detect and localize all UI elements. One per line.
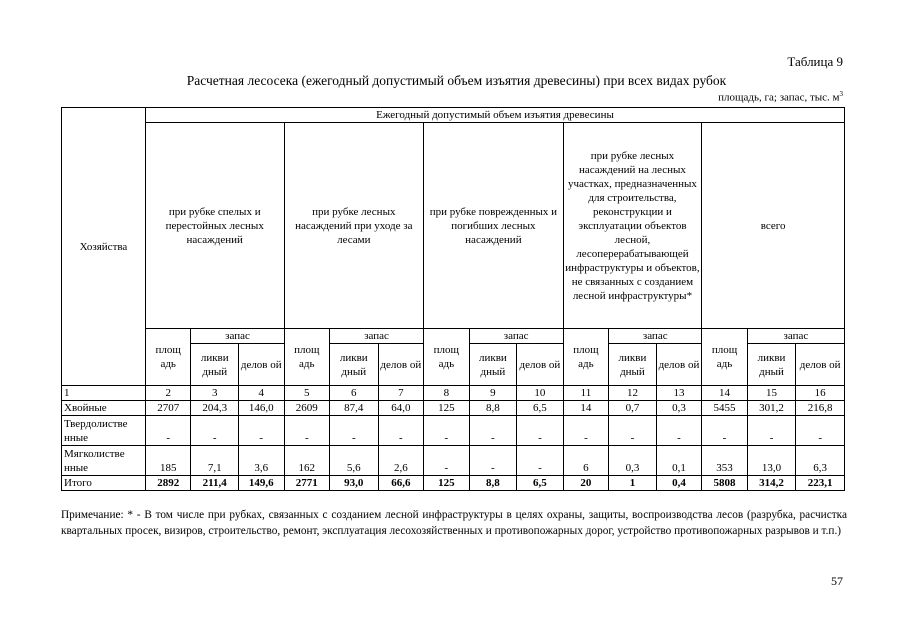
table-cell: - bbox=[747, 416, 796, 446]
column-number: 10 bbox=[517, 386, 564, 401]
table-cell: - bbox=[424, 416, 470, 446]
table-cell: 216,8 bbox=[796, 401, 845, 416]
header-liquid: ликви дный bbox=[747, 344, 796, 386]
table-cell: 20 bbox=[563, 476, 609, 491]
table-row-coniferous bbox=[62, 401, 845, 416]
column-number: 15 bbox=[747, 386, 796, 401]
table-cell: - bbox=[517, 446, 564, 476]
units-superscript: 3 bbox=[839, 90, 843, 98]
table-cell: 301,2 bbox=[747, 401, 796, 416]
table-cell: 125 bbox=[424, 476, 470, 491]
table-cell: 3,6 bbox=[239, 446, 285, 476]
table-cell: - bbox=[284, 416, 330, 446]
header-group-total: всего bbox=[702, 123, 845, 329]
table-cell: 6,5 bbox=[517, 401, 564, 416]
table-cell: - bbox=[330, 416, 379, 446]
header-business: делов ой bbox=[239, 344, 285, 386]
header-annual-volume: Ежегодный допустимый объем изъятия древесины bbox=[145, 108, 844, 123]
header-stock: запас bbox=[747, 329, 844, 344]
header-liquid: ликви дный bbox=[330, 344, 379, 386]
column-number: 6 bbox=[330, 386, 379, 401]
header-liquid: ликви дный bbox=[191, 344, 239, 386]
table-cell: 66,6 bbox=[378, 476, 424, 491]
header-area: площ адь bbox=[702, 329, 748, 386]
column-number: 3 bbox=[191, 386, 239, 401]
header-business: делов ой bbox=[517, 344, 564, 386]
column-number: 11 bbox=[563, 386, 609, 401]
table-cell: 64,0 bbox=[378, 401, 424, 416]
header-group-care: при рубке лесных насаждений при уходе за лесами bbox=[284, 123, 424, 329]
table-cell: 0,7 bbox=[609, 401, 657, 416]
table-row-hardwood bbox=[62, 416, 845, 446]
table-cell: 5455 bbox=[702, 401, 748, 416]
table-cell: - bbox=[378, 416, 424, 446]
table-cell: 204,3 bbox=[191, 401, 239, 416]
table-cell: 314,2 bbox=[747, 476, 796, 491]
table-cell: - bbox=[239, 416, 285, 446]
units-text: площадь, га; запас, тыс. м bbox=[718, 91, 840, 104]
table-row-softwood bbox=[62, 446, 845, 476]
header-stock: запас bbox=[191, 329, 284, 344]
header-stock: запас bbox=[469, 329, 563, 344]
table-cell: 1 bbox=[609, 476, 657, 491]
footnote: Примечание: * - В том числе при рубках, связанных с созданием лесной инфраструктуры в целях охраны, защиты, воспроизводства лесов (разрубка, расчистка квартальных просек, визиров, строительство, ремонт, эксплуатация лесохозяйственных и противопожарных дорог, устройство противопожарных разрывов и т.п.) bbox=[61, 509, 847, 537]
units-note bbox=[718, 90, 843, 104]
row-name: Итого bbox=[62, 476, 146, 491]
table-cell: 162 bbox=[284, 446, 330, 476]
table-title: Расчетная лесосека (ежегодный допустимый объем изъятия древесины) при всех видах рубок bbox=[186, 73, 727, 88]
table-cell: 0,3 bbox=[656, 401, 702, 416]
column-number: 8 bbox=[424, 386, 470, 401]
header-group-damaged: при рубке поврежденных и погибших лесных насаждений bbox=[424, 123, 564, 329]
table-cell: - bbox=[563, 416, 609, 446]
table-cell: 146,0 bbox=[239, 401, 285, 416]
table-cell: 353 bbox=[702, 446, 748, 476]
table-cell: 2892 bbox=[145, 476, 191, 491]
table-cell: 2,6 bbox=[378, 446, 424, 476]
table-row-total bbox=[62, 476, 845, 491]
column-number: 1 bbox=[62, 386, 146, 401]
header-liquid: ликви дный bbox=[469, 344, 517, 386]
column-number: 12 bbox=[609, 386, 657, 401]
table-cell: 7,1 bbox=[191, 446, 239, 476]
row-name: Хвойные bbox=[62, 401, 146, 416]
header-business: делов ой bbox=[656, 344, 702, 386]
table-cell: 0,1 bbox=[656, 446, 702, 476]
table-cell: 13,0 bbox=[747, 446, 796, 476]
table-cell: 8,8 bbox=[469, 401, 517, 416]
header-area: площ адь bbox=[424, 329, 470, 386]
table-cell: - bbox=[191, 416, 239, 446]
column-numbers-row bbox=[62, 386, 845, 401]
table-cell: 6 bbox=[563, 446, 609, 476]
table-cell: - bbox=[796, 416, 845, 446]
header-stock: запас bbox=[609, 329, 702, 344]
table-cell: 2771 bbox=[284, 476, 330, 491]
table-cell: - bbox=[517, 416, 564, 446]
table-cell: - bbox=[609, 416, 657, 446]
table-cell: 0,4 bbox=[656, 476, 702, 491]
table-cell: - bbox=[424, 446, 470, 476]
table-cell: 2609 bbox=[284, 401, 330, 416]
table-cell: 185 bbox=[145, 446, 191, 476]
table-cell: 14 bbox=[563, 401, 609, 416]
column-number: 7 bbox=[378, 386, 424, 401]
header-area: площ адь bbox=[145, 329, 191, 386]
table-cell: 87,4 bbox=[330, 401, 379, 416]
header-farms: Хозяйства bbox=[62, 108, 146, 386]
column-number: 16 bbox=[796, 386, 845, 401]
header-business: делов ой bbox=[378, 344, 424, 386]
table-cell: 223,1 bbox=[796, 476, 845, 491]
header-area: площ адь bbox=[284, 329, 330, 386]
table-cell: 149,6 bbox=[239, 476, 285, 491]
table-cell: 0,3 bbox=[609, 446, 657, 476]
table-cell: 6,5 bbox=[517, 476, 564, 491]
column-number: 14 bbox=[702, 386, 748, 401]
column-number: 4 bbox=[239, 386, 285, 401]
header-area: площ адь bbox=[563, 329, 609, 386]
table-cell: 5,6 bbox=[330, 446, 379, 476]
row-name: Мягколистве нные bbox=[62, 446, 146, 476]
column-number: 2 bbox=[145, 386, 191, 401]
table-cell: 8,8 bbox=[469, 476, 517, 491]
column-number: 5 bbox=[284, 386, 330, 401]
column-number: 13 bbox=[656, 386, 702, 401]
table-cell: 211,4 bbox=[191, 476, 239, 491]
table-cell: 125 bbox=[424, 401, 470, 416]
table-cell: - bbox=[656, 416, 702, 446]
header-group-mature: при рубке спелых и перестойных лесных насаждений bbox=[145, 123, 284, 329]
table-label: Таблица 9 bbox=[787, 54, 843, 69]
header-liquid: ликви дный bbox=[609, 344, 657, 386]
table-cell: 6,3 bbox=[796, 446, 845, 476]
table-cell: 5808 bbox=[702, 476, 748, 491]
table-cell: - bbox=[469, 446, 517, 476]
column-number: 9 bbox=[469, 386, 517, 401]
allowable-cut-table bbox=[61, 107, 845, 491]
row-name: Твердолистве нные bbox=[62, 416, 146, 446]
header-stock: запас bbox=[330, 329, 424, 344]
header-group-construction: при рубке лесных насаждений на лесных участках, предназначенных для строительства, реконструкции и эксплуатации объектов лесной, лесоперерабатывающей инфраструктуры и объектов, не связанных с созданием лесной инфраструктуры* bbox=[563, 123, 702, 329]
table-cell: - bbox=[702, 416, 748, 446]
header-business: делов ой bbox=[796, 344, 845, 386]
table-cell: 2707 bbox=[145, 401, 191, 416]
table-cell: - bbox=[469, 416, 517, 446]
page-number: 57 bbox=[831, 574, 843, 588]
table-cell: - bbox=[145, 416, 191, 446]
table-cell: 93,0 bbox=[330, 476, 379, 491]
